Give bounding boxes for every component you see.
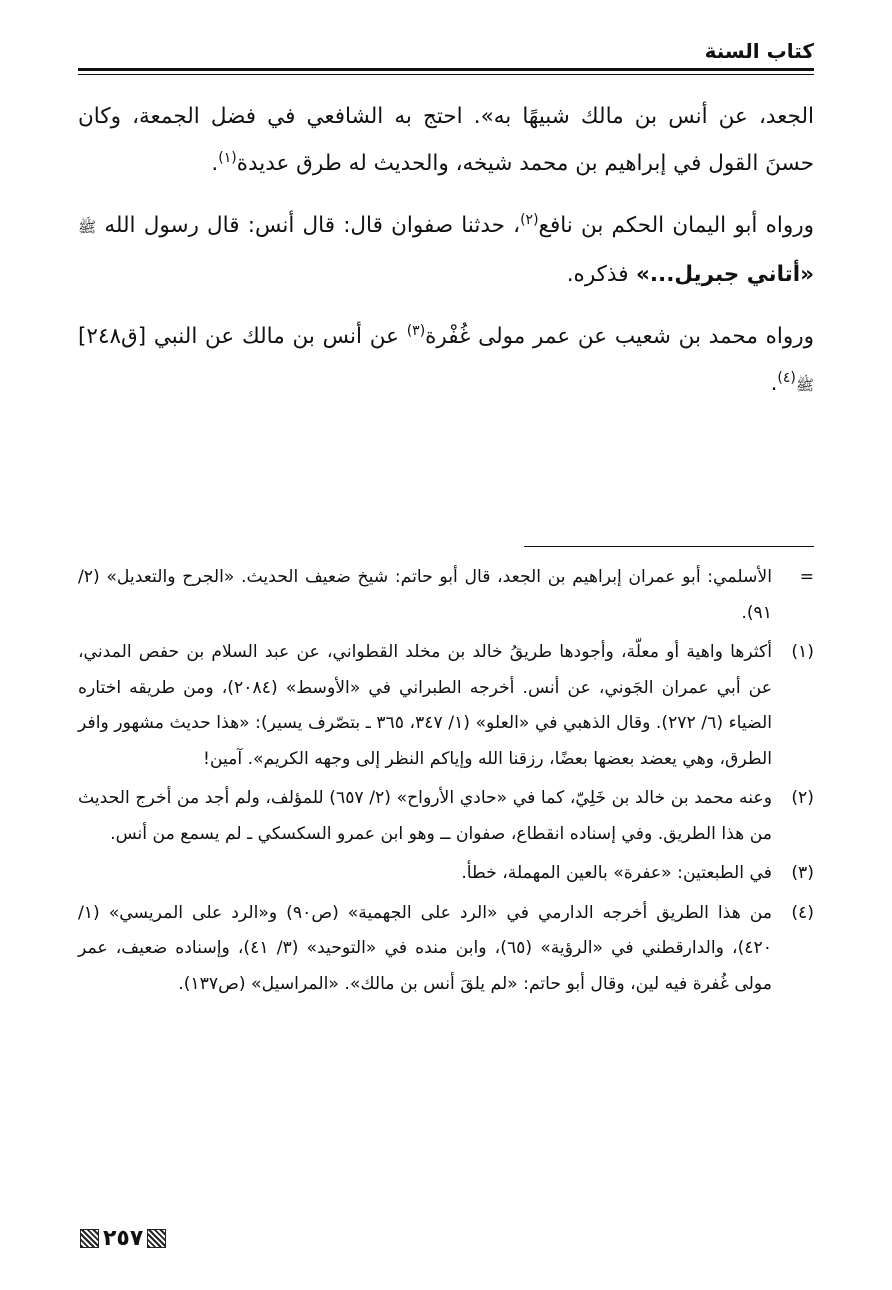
salla-honorific: ﷺ bbox=[78, 218, 97, 236]
footnote-marker: (٢) bbox=[791, 788, 814, 808]
salla-honorific: ﷺ bbox=[795, 376, 814, 394]
footnote-marker: (١) bbox=[791, 642, 814, 662]
main-text bbox=[78, 93, 814, 409]
footnote-text: أكثرها واهية أو معلّة، وأجودها طريقُ خالد بن مخلد القطواني، عن عبد السلام بن حفص المدني، عن أبي عمران الجَوني، عن أنس. أخرجه الطبراني في «الأوسط» (٢٠٨٤)، ومن طريقه اختاره الضياء (٦/ ٢٧٢). وقال الذهبي في «العلو» (١/ ٣٤٧، ٣٦٥ ـ بتصّرف يسير): «هذا حديث مشهور وافر الطرق، وهي يعضد بعضها بعضًا، رزقنا الله وإياكم النظر إلى وجهه الكريم». آمين! bbox=[78, 642, 773, 769]
footnote-ref-4: (٤) bbox=[777, 369, 796, 386]
footnote-ref-2: (٢) bbox=[520, 211, 539, 228]
footnote-2 bbox=[78, 781, 814, 852]
footnote-continuation bbox=[78, 560, 814, 631]
paragraph-3 bbox=[78, 313, 814, 409]
paragraph-1 bbox=[78, 93, 814, 187]
paragraph-2-end: فذكره. bbox=[566, 262, 629, 287]
footnotes bbox=[78, 560, 814, 1006]
paragraph-2-text-a: ورواه أبو اليمان الحكم بن نافع bbox=[538, 213, 815, 238]
paragraph-2 bbox=[78, 202, 814, 298]
footnote-text: الأسلمي: أبو عمران إبراهيم بن الجعد، قال أبو حاتم: شيخ ضعيف الحديث. «الجرح والتعديل» (٢/ ٩١). bbox=[78, 567, 772, 623]
footnote-separator bbox=[524, 546, 814, 547]
footnote-4 bbox=[78, 896, 814, 1003]
footnote-ref-3: (٣) bbox=[406, 322, 426, 339]
running-title: كتاب السنة bbox=[704, 39, 814, 63]
paragraph-3-text-a: ورواه محمد بن شعيب عن عمر مولى غُفْرة bbox=[425, 324, 814, 349]
paragraph-3-text-b: عن أنس بن مالك عن النبي [ق٢٤٨] bbox=[78, 324, 407, 349]
paragraph-3-end: . bbox=[770, 371, 778, 396]
footnote-ref-1: (١) bbox=[218, 149, 237, 166]
folio bbox=[80, 1226, 166, 1251]
paragraph-1-end: . bbox=[211, 151, 219, 176]
header-rule bbox=[78, 68, 814, 75]
ornament-icon bbox=[80, 1229, 99, 1248]
footnote-3 bbox=[78, 856, 814, 892]
footnote-marker: (٣) bbox=[791, 863, 814, 883]
hadith-quote: «أتاني جبريل...» bbox=[628, 262, 814, 287]
footnote-text: في الطبعتين: «عفرة» بالعين المهملة، خطأ. bbox=[461, 863, 772, 883]
footnote-marker: = bbox=[799, 567, 814, 587]
ornament-icon bbox=[147, 1229, 166, 1248]
paragraph-1-text: الجعد، عن أنس بن مالك شبيهًا به». احتج به الشافعي في فضل الجمعة، وكان حسنَ القول في إبراهيم بن محمد شيخه، والحديث له طرق عديدة bbox=[78, 104, 814, 176]
footnote-text: من هذا الطريق أخرجه الدارمي في «الرد على الجهمية» (ص٩٠) و«الرد على المريسي» (١/ ٤٢٠)، والدارقطني في «الرؤية» (٦٥)، وابن منده في «التوحيد» (٣/ ٤١)، وإسناده ضعيف، عمر مولى غُفرة فيه لين، وقال أبو حاتم: «لم يلقَ أنس بن مالك». «المراسيل» (ص١٣٧). bbox=[78, 902, 773, 994]
page bbox=[78, 38, 815, 994]
footnote-marker: (٤) bbox=[791, 902, 814, 923]
footnote-text: وعنه محمد بن خالد بن خَلِيّ، كما في «حادي الأرواح» (٢/ ٦٥٧) للمؤلف، ولم أجد من أخرج الحديث من هذا الطريق. وفي إسناده انقطاع، صفوان ــ وهو ابن عمرو السكسكي ـ لم يسمع من أنس. bbox=[78, 788, 772, 844]
paragraph-2-text-b: ، حدثنا صفوان قال: قال أنس: قال رسول الله bbox=[96, 213, 521, 238]
page-number: ٢٥٧ bbox=[103, 1226, 144, 1251]
footnote-1 bbox=[78, 635, 814, 777]
